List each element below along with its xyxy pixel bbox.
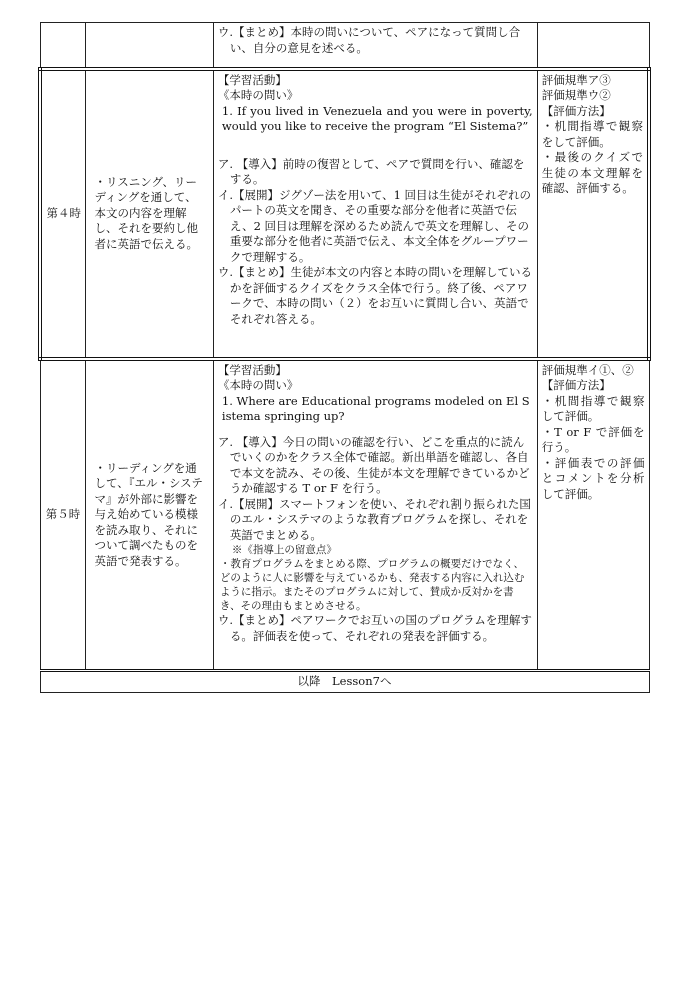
eval-line: 評価規準イ①、②: [541, 362, 634, 377]
eval-line: 評価規準ウ②: [541, 88, 611, 102]
eval-line: 評価規準ア③: [541, 72, 611, 87]
eval-line: ・評価表での評価とコメントを分析して評価。: [541, 455, 645, 501]
period-4-label: 第４時: [40, 69, 86, 359]
question-label: 《本時の問い》: [217, 88, 299, 102]
eval-line: 【評価方法】: [541, 103, 611, 118]
activity-development: イ.【展開】ジグゾー法を用いて、1 回目は生徒がそれぞれのパートの英文を聞き、その重要な部分を他者に英語で伝え、2 回目は理解を深めるため読んで英文を理解し、その重要な部分を他者に英語で伝え、本文全体をグループワークで理解する。: [217, 187, 532, 264]
activities-heading: 【学習活動】: [217, 362, 287, 377]
table-row-previous: [40, 23, 649, 69]
eval-line: ・机間指導で観察して評価。: [541, 393, 645, 423]
table-row-period-4: [40, 69, 649, 359]
question-text: 1. Where are Educational programs modeled on El Sistema springing up?: [221, 393, 530, 423]
period-5-goal: ・リーディングを通して、『エル・システマ』が外部に影響を与え始めている模様を読み取り、それについて調べたものを英語で発表する。: [86, 359, 213, 671]
goal-cell-empty: [86, 23, 213, 69]
period-4-goal: ・リスニング、リーディングを通して、本文の内容を理解し、それを要約し他者に英語で伝える。: [86, 69, 213, 359]
guidance-note-label: ※《指導上の留意点》: [231, 544, 337, 556]
activity-summary: ウ.【まとめ】生徒が本文の内容と本時の問いを理解しているかを評価するクイズをクラス全体で行う。終了後、ペアワークで、本時の問い（２）をお互いに質問し合い、英語でそれぞれ答える。: [217, 265, 533, 326]
question-label: 《本時の問い》: [217, 378, 299, 392]
table-row-period-5: [40, 359, 649, 671]
lesson-plan-page: [38, 22, 651, 693]
eval-line: ・T or F で評価を行う。: [541, 424, 645, 454]
activity-cell: [213, 23, 537, 69]
eval-line: ・最後のクイズで生徒の本文理解を確認、評価する。: [541, 150, 643, 195]
period-4-evaluation: [537, 69, 649, 359]
activity-summary: ウ.【まとめ】本時の問いについて、ペアになって質問し合い、自分の意見を述べる。: [217, 25, 521, 55]
period-5-evaluation: [537, 359, 649, 671]
table-footer-row: [40, 671, 649, 693]
eval-cell-empty: [537, 23, 649, 69]
guidance-note: ・教育プログラムをまとめる際、プログラムの概要だけでなく、どのように人に影響を与えているかも、発表する内容に入れ込むように指示。またそのプログラムに対して、賛成か反対かを書き、その理由もまとめさせる。: [219, 558, 525, 612]
period-cell-empty: [40, 23, 86, 69]
spacer: [218, 135, 533, 157]
eval-line: 【評価方法】: [541, 378, 611, 392]
activity-introduction: ア. 【導入】今日の問いの確認を行い、どこを重点的に読んでいくのかをクラス全体で確認。新出単語を確認し、各自で本文を読み、その後、生徒が本文を理解できているかどうか確認する T or F を行う。: [217, 434, 530, 495]
period-5-label: 第５時: [40, 359, 86, 671]
period-4-activities: [213, 69, 537, 359]
activity-introduction: ア. 【導入】前時の復習として、ペアで質問を行い、確認をする。: [217, 156, 525, 186]
spacer: [218, 425, 533, 435]
footer-text: 以降 Lesson7へ: [40, 671, 649, 693]
activity-summary: ウ.【まとめ】ペアワークでお互いの国のプログラムを理解する。評価表を使って、それぞれの発表を評価する。: [217, 613, 532, 643]
activity-development: イ.【展開】スマートフォンを使い、それぞれ割り振られた国のエル・システマのような教育プログラムを探し、それを英語でまとめる。: [217, 496, 531, 542]
question-text: 1. If you lived in Venezuela and you were in poverty, would you like to receive the program “El Sistema?”: [221, 103, 533, 133]
eval-line: ・机間指導で観察をして評価。: [541, 119, 643, 149]
activities-heading: 【学習活動】: [217, 72, 287, 87]
period-5-activities: [213, 359, 537, 671]
lesson-plan-table: [38, 22, 651, 693]
